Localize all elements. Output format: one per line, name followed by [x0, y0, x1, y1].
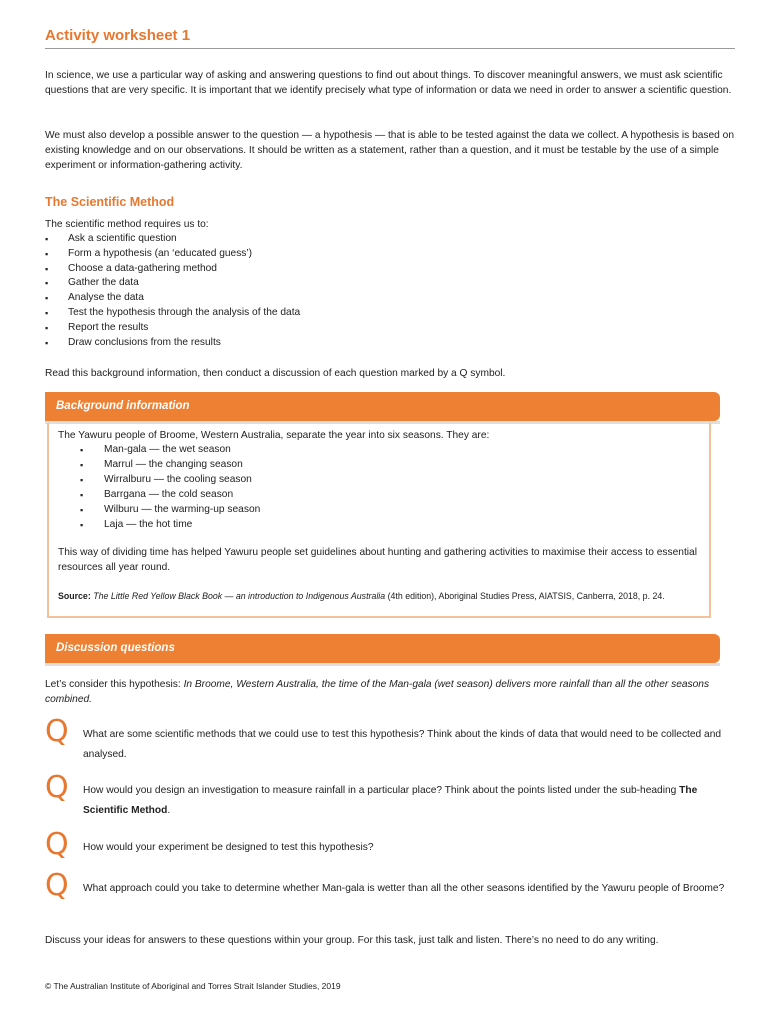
copyright-footer: © The Australian Institute of Aboriginal and Torres Strait Islander Studies, 2019 — [45, 981, 341, 991]
q-symbol-icon: Q — [45, 714, 69, 749]
list-item: ▪ Laja — the hot time — [80, 518, 260, 533]
question-text: What are some scientific methods that we could use to test this hypothesis? Think about the kinds of data that would need to be collected and analysed. — [83, 729, 722, 760]
source-label: Source: — [58, 591, 91, 601]
hypothesis-statement — [45, 677, 735, 707]
question-text: How would your experiment be designed to test this hypothesis? — [83, 842, 374, 853]
list-item: ▪ Ask a scientific question — [45, 232, 300, 247]
list-item: ▪ Marrul — the changing season — [80, 458, 260, 473]
list-item: ▪ Barrgana — the cold season — [80, 488, 260, 503]
source-title: The Little Red Yellow Black Book — an introduction to Indigenous Australia — [93, 591, 386, 601]
page-title: Activity worksheet 1 — [45, 27, 191, 44]
scientific-method-steps — [45, 232, 300, 350]
background-lead: The Yawuru people of Broome, Western Australia, separate the year into six seasons. They are: — [58, 430, 490, 441]
question-text-end: . — [167, 805, 171, 816]
background-closing: This way of dividing time has helped Yawuru people set guidelines about hunting and gathering activities to maximise their access to essential resources all year round. — [58, 547, 697, 573]
hypothesis-text: In Broome, Western Australia, the time of the Man-gala (wet season) delivers more rainfall than all the other seasons combined. — [45, 679, 710, 705]
question-text-bold: The Scientific Method — [83, 785, 698, 816]
source-details: (4th edition), Aboriginal Studies Press, AIATSIS, Canberra, 2018, p. 24. — [385, 591, 665, 601]
list-item: ▪ Analyse the data — [45, 291, 300, 306]
intro-paragraph-1: In science, we use a particular way of asking and answering questions to find out about things. To discover meaningful answers, we must ask scientific questions that are very specific. It is important that we identify precisely what type of information or data we need in order to answer a scientific question. — [45, 70, 732, 96]
source-citation — [58, 589, 688, 604]
seasons-list — [80, 443, 260, 532]
q-symbol-icon: Q — [45, 827, 69, 862]
hypothesis-lead: Let’s consider this hypothesis: — [45, 679, 184, 690]
intro-paragraph-2: We must also develop a possible answer to the question — a hypothesis — that is able to be tested against the data we collect. A hypothesis is based on existing knowledge and on our observations. It should be written as a statement, rather than a question, and it must be testable by the use of a simple experiment or information-gathering activity. — [45, 130, 735, 171]
title-divider — [45, 48, 735, 49]
list-item: ▪ Form a hypothesis (an ‘educated guess’) — [45, 247, 300, 262]
list-item: ▪ Wirralburu — the cooling season — [80, 473, 260, 488]
question-text — [83, 781, 733, 821]
question-text: What approach could you take to determine whether Man-gala is wetter than all the other seasons identified by the Yawuru people of Broome? — [83, 883, 725, 894]
list-item: ▪ Gather the data — [45, 276, 300, 291]
background-heading: Background information — [45, 392, 720, 421]
scientific-method-heading: The Scientific Method — [45, 195, 175, 209]
list-item: ▪ Report the results — [45, 321, 300, 336]
list-item: ▪ Draw conclusions from the results — [45, 336, 300, 351]
list-item: ▪ Test the hypothesis through the analysis of the data — [45, 306, 300, 321]
scientific-method-lead: The scientific method requires us to: — [45, 219, 209, 230]
q-symbol-icon: Q — [45, 868, 69, 903]
discussion-heading: Discussion questions — [45, 634, 720, 663]
list-item: ▪ Wilburu — the warming-up season — [80, 503, 260, 518]
q-symbol-icon: Q — [45, 770, 69, 805]
instruction-text: Read this background information, then conduct a discussion of each question marked by a Q symbol. — [45, 368, 506, 379]
question-text-main: How would you design an investigation to measure rainfall in a particular place? Think about the points listed under the sub-heading — [83, 785, 680, 796]
list-item: ▪ Man-gala — the wet season — [80, 443, 260, 458]
list-item: ▪ Choose a data-gathering method — [45, 262, 300, 277]
discussion-closing: Discuss your ideas for answers to these questions within your group. For this task, just talk and listen. There’s no need to do any writing. — [45, 935, 659, 946]
